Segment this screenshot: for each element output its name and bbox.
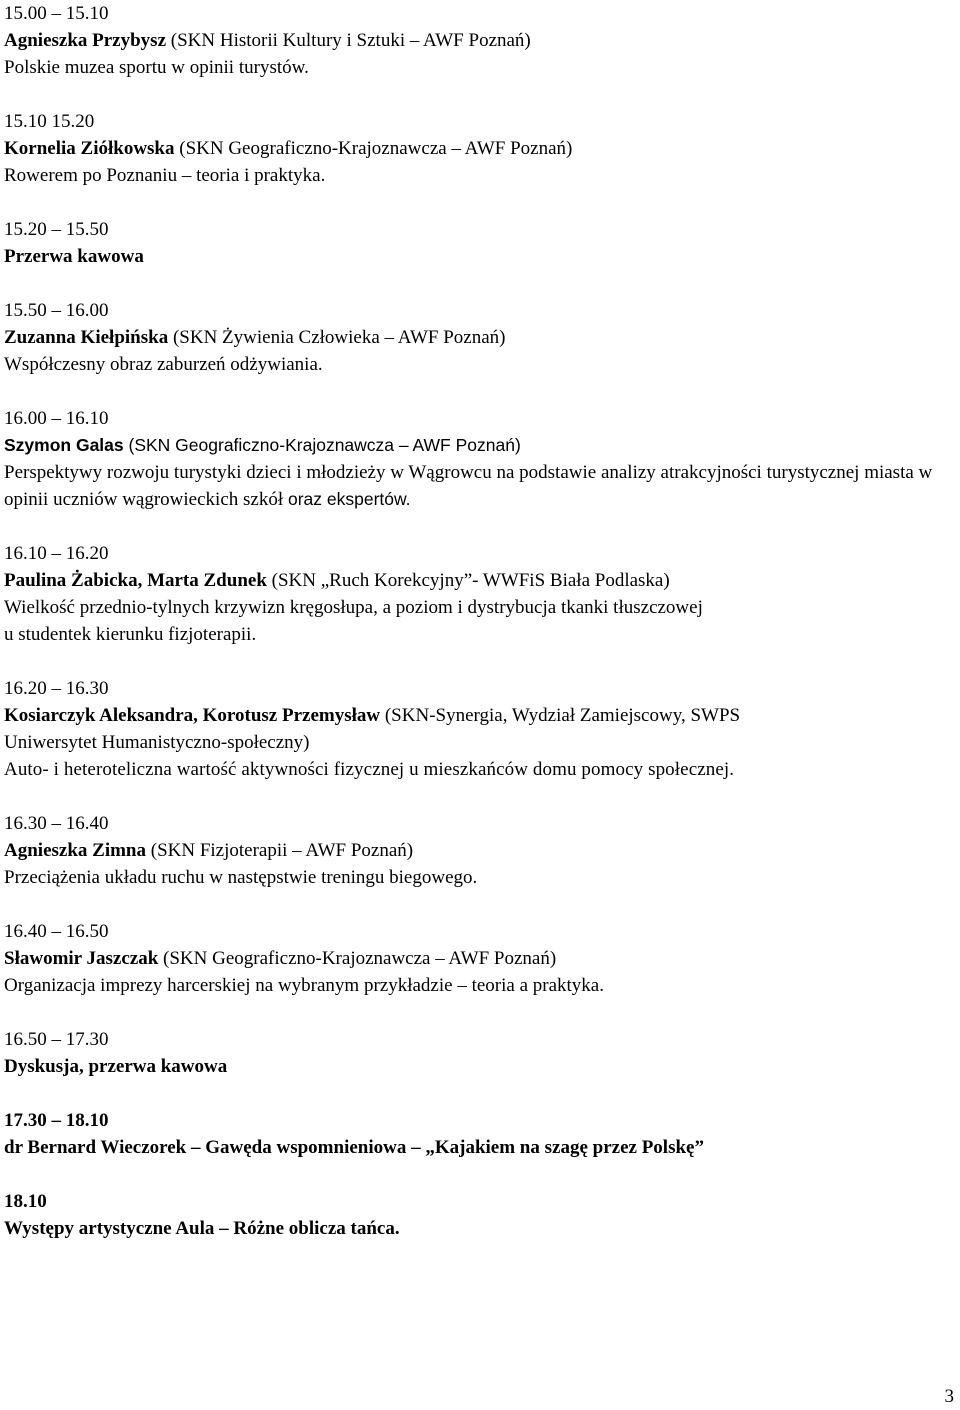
break-label: Dyskusja, przerwa kawowa bbox=[4, 1056, 228, 1077]
affiliation: (SKN „Ruch Korekcyjny”- WWFiS Biała Podlaska) bbox=[266, 570, 670, 591]
talk-title bbox=[4, 459, 954, 513]
speaker-line bbox=[4, 27, 954, 54]
talk-title: u studentek kierunku fizjoterapii. bbox=[4, 624, 257, 645]
speaker-name: dr Bernard Wieczorek – Gawęda wspomnieniowa – „Kajakiem na szagę przez Polskę” bbox=[4, 1137, 704, 1158]
time-slot bbox=[4, 1188, 954, 1215]
program-entry bbox=[4, 1026, 954, 1080]
speaker-name: Występy artystyczne Aula – Różne oblicza tańca. bbox=[4, 1218, 400, 1239]
page-number: 3 bbox=[944, 1386, 954, 1407]
speaker-line bbox=[4, 135, 954, 162]
affiliation: (SKN Fizjoterapii – AWF Poznań) bbox=[146, 840, 414, 861]
speaker-name: Sławomir Jaszczak bbox=[4, 948, 159, 969]
program-entry bbox=[4, 108, 954, 189]
talk-title: Wielkość przednio-tylnych krzywizn kręgosłupa, a poziom i dystrybucja tkanki tłuszczowej bbox=[4, 597, 703, 618]
speaker-name: Agnieszka Przybysz bbox=[4, 30, 167, 51]
time-slot: 16.20 – 16.30 bbox=[4, 678, 109, 699]
talk-title: Polskie muzea sportu w opinii turystów. bbox=[4, 57, 309, 78]
affiliation: (SKN-Synergia, Wydział Zamiejscowy, SWPS bbox=[380, 705, 741, 726]
time-slot-bold: 18.10 bbox=[4, 1191, 47, 1212]
affiliation-continued: Uniwersytet Humanistyczno-społeczny) bbox=[4, 732, 310, 753]
speaker-line bbox=[4, 1134, 954, 1161]
program-entry bbox=[4, 216, 954, 270]
affiliation: (SKN Geograficzno-Krajoznawcza – AWF Poznań) bbox=[158, 948, 557, 969]
talk-title-tail: oraz ekspertów. bbox=[283, 489, 411, 509]
speaker-name: Paulina Żabicka, Marta Zdunek bbox=[4, 570, 267, 591]
talk-title-text: Perspektywy rozwoju turystyki dzieci i młodzieży w Wągrowcu na podstawie analizy atrakcyjności turystycznej miasta w opinii uczniów wągrowieckich szkół bbox=[4, 462, 933, 510]
program-entry bbox=[4, 1107, 954, 1161]
time-slot: 16.30 – 16.40 bbox=[4, 813, 109, 834]
break-line bbox=[4, 243, 954, 270]
program-entry bbox=[4, 297, 954, 378]
document-page bbox=[4, 0, 954, 1242]
speaker-line bbox=[4, 945, 954, 972]
speaker-line bbox=[4, 837, 954, 864]
break-label: Przerwa kawowa bbox=[4, 246, 144, 267]
time-slot: 16.40 – 16.50 bbox=[4, 921, 109, 942]
talk-title: Przeciążenia układu ruchu w następstwie treningu biegowego. bbox=[4, 867, 478, 888]
time-slot: 15.50 – 16.00 bbox=[4, 300, 109, 321]
speaker-line bbox=[4, 432, 954, 459]
time-slot: 15.00 – 15.10 bbox=[4, 3, 109, 24]
time-slot: 16.50 – 17.30 bbox=[4, 1029, 109, 1050]
affiliation: (SKN Żywienia Człowieka – AWF Poznań) bbox=[168, 327, 506, 348]
time-slot: 15.20 – 15.50 bbox=[4, 219, 109, 240]
talk-title: Auto- i heteroteliczna wartość aktywności fizycznej u mieszkańców domu pomocy społecznej. bbox=[4, 759, 735, 780]
talk-title: Współczesny obraz zaburzeń odżywiania. bbox=[4, 354, 323, 375]
break-line bbox=[4, 1053, 954, 1080]
affiliation: (SKN Geograficzno-Krajoznawcza – AWF Poznań) bbox=[123, 435, 521, 455]
time-slot: 16.10 – 16.20 bbox=[4, 543, 109, 564]
program-entry bbox=[4, 1188, 954, 1242]
program-entry bbox=[4, 810, 954, 891]
speaker-name: Zuzanna Kiełpińska bbox=[4, 327, 169, 348]
speaker-line bbox=[4, 324, 954, 351]
time-slot bbox=[4, 1107, 954, 1134]
speaker-line bbox=[4, 567, 954, 594]
speaker-name: Agnieszka Zimna bbox=[4, 840, 146, 861]
affiliation: (SKN Historii Kultury i Sztuki – AWF Poznań) bbox=[166, 30, 531, 51]
program-entry bbox=[4, 0, 954, 81]
affiliation: (SKN Geograficzno-Krajoznawcza – AWF Poznań) bbox=[174, 138, 573, 159]
program-entry bbox=[4, 540, 954, 648]
time-slot-bold: 17.30 – 18.10 bbox=[4, 1110, 109, 1131]
speaker-line bbox=[4, 1215, 954, 1242]
talk-title: Rowerem po Poznaniu – teoria i praktyka. bbox=[4, 165, 326, 186]
speaker-line bbox=[4, 702, 954, 729]
program-entry bbox=[4, 918, 954, 999]
speaker-name: Kornelia Ziółkowska bbox=[4, 138, 175, 159]
speaker-name: Kosiarczyk Aleksandra, Korotusz Przemysław bbox=[4, 705, 381, 726]
program-entry bbox=[4, 675, 954, 783]
talk-title: Organizacja imprezy harcerskiej na wybranym przykładzie – teoria a praktyka. bbox=[4, 975, 604, 996]
speaker-name: Szymon Galas bbox=[4, 435, 124, 455]
program-entry bbox=[4, 405, 954, 513]
time-slot: 16.00 – 16.10 bbox=[4, 408, 109, 429]
time-slot: 15.10 15.20 bbox=[4, 111, 95, 132]
